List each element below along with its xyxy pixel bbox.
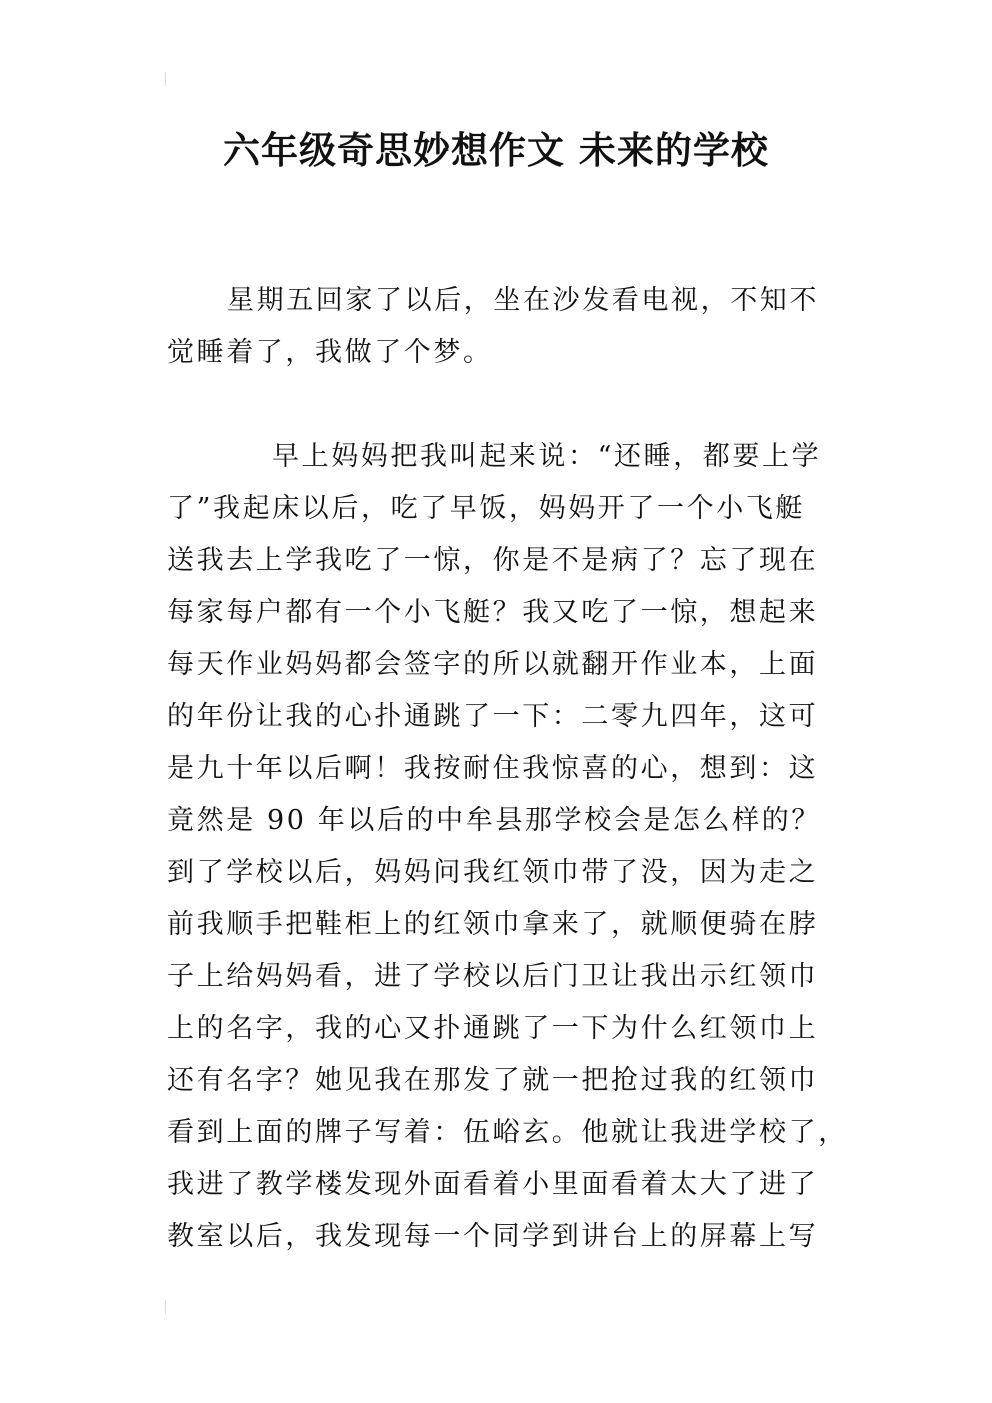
text-line: 子上给妈妈看，进了学校以后门卫让我出示红领巾	[167, 961, 819, 992]
text-line: 教室以后，我发现每一个同学到讲台上的屏幕上写	[167, 1221, 819, 1252]
document-title: 六年级奇思妙想作文 未来的学校	[223, 129, 769, 172]
text-line: 前我顺手把鞋柜上的红领巾拿来了，就顺便骑在脖	[167, 909, 819, 940]
text-line: 竟然是 90 年以后的中牟县那学校会是怎么样的？	[167, 805, 821, 836]
text-line: 上的名字，我的心又扑通跳了一下为什么红领巾上	[167, 1013, 819, 1044]
text-line: 了”我起床以后，吃了早饭，妈妈开了一个小飞艇	[167, 493, 806, 524]
paragraph-1	[167, 275, 847, 379]
text-line: 早上妈妈把我叫起来说：“还睡，都要上学	[272, 441, 822, 472]
text-line: 送我去上学我吃了一惊，你是不是病了？忘了现在	[167, 545, 819, 576]
text-line: 觉睡着了，我做了个梦。	[167, 337, 493, 368]
text-line: 是九十年以后啊！我按耐住我惊喜的心，想到：这	[167, 753, 819, 784]
page-margin-mark	[165, 1300, 166, 1314]
text-line: 每天作业妈妈都会签字的所以就翻开作业本，上面	[167, 649, 819, 680]
text-line: 看到上面的牌子写着：伍峪玄。他就让我进学校了，	[167, 1117, 848, 1148]
text-line: 到了学校以后，妈妈问我红领巾带了没，因为走之	[167, 857, 819, 888]
text-line: 的年份让我的心扑通跳了一下：二零九四年，这可	[167, 701, 819, 732]
text-line: 每家每户都有一个小飞艇？我又吃了一惊，想起来	[167, 597, 819, 628]
text-line: 我进了教学楼发现外面看着小里面看着太大了进了	[167, 1169, 819, 1200]
page-margin-mark	[165, 72, 166, 86]
text-line: 还有名字？她见我在那发了就一把抢过我的红领巾	[167, 1065, 819, 1096]
text-line: 星期五回家了以后，坐在沙发看电视，不知不	[227, 285, 819, 316]
paragraph-2	[167, 431, 847, 1263]
